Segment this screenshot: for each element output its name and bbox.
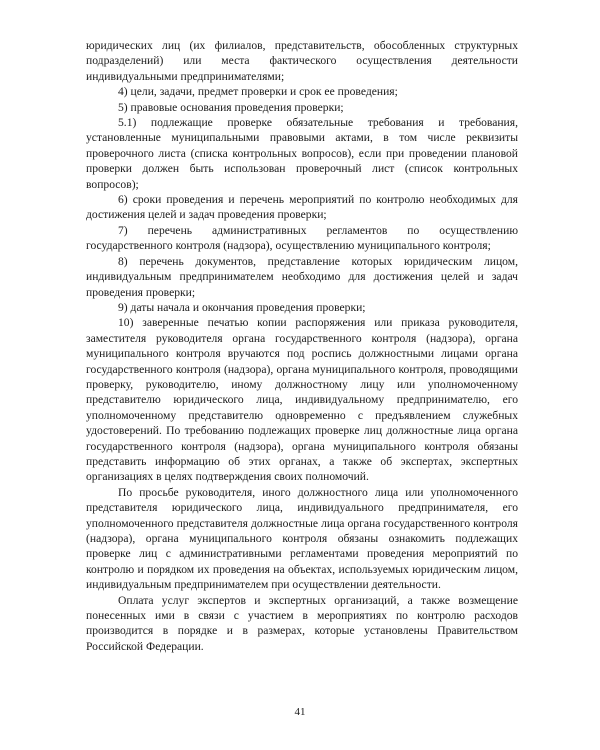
paragraph-request: По просьбе руководителя, иного должностного лица или уполномоченного представителя юридического лица, индивидуального предпринимателя, его уполномоченного представителя должностные лица органа государственного контроля (надзора), органа муниципального контроля обязаны ознакомить подлежащих проверке лиц с административными регламентами проведения мероприятий по контролю и порядком их проведения на объектах, используемых юридическим лицом, индивидуальным предпринимателем при осуществлении деятельности. [86, 485, 518, 592]
paragraph-item-8: 8) перечень документов, представление которых юридическим лицом, индивидуальным предпринимателем необходимо для достижения целей и задач проведения проверки; [86, 254, 518, 299]
paragraph-item-6: 6) сроки проведения и перечень мероприятий по контролю необходимых для достижения целей и задач проведения проверки; [86, 193, 518, 222]
paragraph-item-4: 4) цели, задачи, предмет проверки и срок ее проведения; [118, 85, 398, 99]
paragraph-item-7: 7) перечень административных регламентов по осуществлению государственного контроля (надзора), осуществлению муниципального контроля; [86, 223, 518, 253]
paragraph-continuation: юридических лиц (их филиалов, представительств, обособленных структурных подразделений) или места фактического осуществления деятельности индивидуальными предпринимателями; [86, 39, 518, 83]
paragraph-item-5: 5) правовые основания проведения проверки; [118, 100, 344, 114]
paragraph-item-5-1: 5.1) подлежащие проверке обязательные требования и требования, установленные муниципальными правовыми актами, в том числе реквизиты проверочного листа (списка контрольных вопросов), если при проведении плановой проверки должен быть использован проверочный лист (список контрольных вопросов); [86, 116, 518, 191]
body-text [86, 38, 518, 654]
paragraph-item-10: 10) заверенные печатью копии распоряжения или приказа руководителя, заместителя руководителя органа государственного контроля (надзора), органа муниципального контроля вручаются под роспись должностными лицами органа государственного контроля (надзора), органа муниципального контроля, проводящими проверку, руководителю, иному должностному лицу или уполномоченному представителю юридического лица, индивидуальному предпринимателю, его уполномоченному представителю одновременно с предъявлением служебных удостоверений. По требованию подлежащих проверке лиц должностные лица органа государственного контроля (надзора), органа муниципального контроля обязаны представить информацию об этих органах, а также об экспертах, экспертных организациях в целях подтверждения своих полномочий. [86, 316, 518, 484]
paragraph-item-9: 9) даты начала и окончания проведения проверки; [118, 300, 366, 314]
paragraph-payment: Оплата услуг экспертов и экспертных организаций, а также возмещение понесенных ими в связи с участием в мероприятиях по контролю расходов производится в порядке и в размерах, которые установлены Правительством Российской Федерации. [86, 593, 518, 653]
page-number: 41 [294, 706, 306, 718]
